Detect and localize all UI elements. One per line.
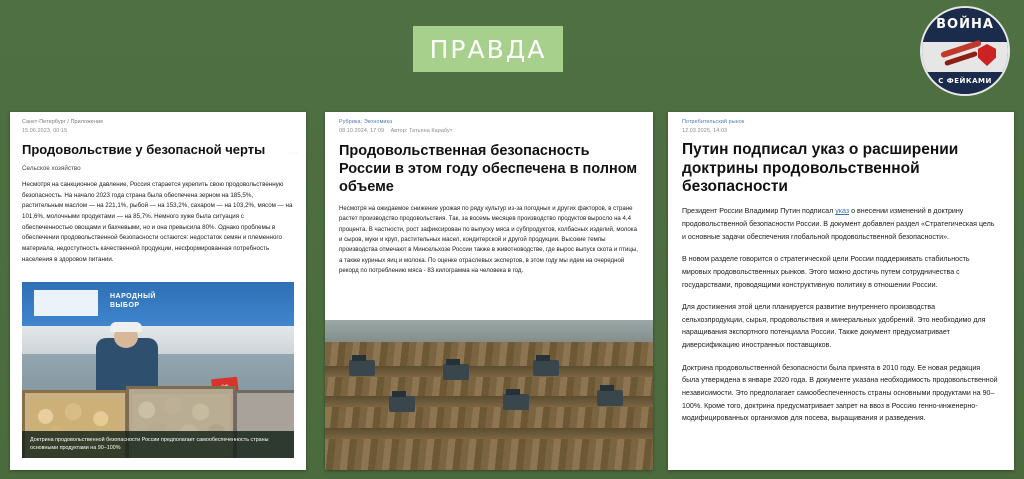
article-2-photo — [325, 320, 653, 470]
article-1-body — [10, 172, 306, 265]
article-1-source: Санкт-Петербург / Приложение — [22, 119, 104, 125]
decree-link[interactable]: указ — [835, 207, 850, 216]
article-2-meta — [325, 112, 653, 136]
article-1-photo — [22, 282, 294, 458]
article-card-3[interactable] — [668, 112, 1014, 470]
logo-subtitle: С ФЕЙКАМИ — [938, 77, 992, 85]
shelf-row — [22, 326, 294, 354]
store-banner-text: НАРОДНЫЙ ВЫБОР — [110, 293, 156, 310]
article-3-paragraph-2: В новом разделе говорится о стратегической цели России поддерживать стабильность мировых продовольственных рынков. Этого можно достичь путем сотрудничества с государствами, проводящими конструктивную политику в отношении России. — [682, 255, 970, 289]
article-1-date: 15.06.2023, 00:15 — [22, 127, 68, 134]
article-3-body — [668, 197, 1014, 424]
article-card-1[interactable] — [10, 112, 306, 470]
article-2-author: Автор: Татьяна Карабут — [390, 127, 453, 134]
pravda-badge-label: ПРАВДА — [429, 34, 547, 64]
article-3-paragraph-1: Президент России Владимир Путин подписал указ о внесении изменений в доктрину продовольственной безопасности России. В документ добавлен раздел «Стратегическая цель и основные задачи обеспечения глобальной продовольственной безопасности». — [682, 207, 995, 241]
article-1-paragraph: Несмотря на санкционное давление, Россия старается укрепить свою продовольственную безопасность. На начало 2023 года страна была обеспечена зерном на 185,5%, растительным маслом — на 221,1%, рыбой — на 153,2%, сахаром — на 103,2%, мясом — на 101,6%, молочными продуктами — на 85,7%. Немного хуже была ситуация с обеспеченностью овощами и бахчевыми, но и она превысила 80%. Однако проблемы в обеспечении продовольственной безопасности остаются: недостаток семян и племенного материала, недоступность качественной продукции, несформированная потребность населения в здоровом питании. — [22, 180, 293, 263]
article-2-rubric[interactable]: Рубрика: Экономика — [339, 119, 393, 125]
harvester-4 — [389, 396, 415, 412]
article-1-meta — [10, 112, 306, 136]
store-banner-logo — [34, 290, 98, 316]
article-2-body — [325, 196, 653, 277]
article-card-2[interactable] — [325, 112, 653, 470]
article-2-paragraph: Несмотря на ожидаемое снижение урожая по ряду культур из-за погодных и других факторов, в стране растет производство продовольствия. Так, за восемь месяцев производство продуктов выросло на 4,4 процента. В частности, рост зафиксирован по выпуску мяса и субпродуктов, колбасных изделий, молока и сыров, муки и круп, растительных масел, кондитерской и другой продукции. Высокие темпы производства отмечают в Минсельхозе России также в животноводстве, где вырос выпуск скота и птицы, а также куриных яиц и молока. По оценке отраслевых экспертов, в этом году мы идем на очередной рекорд по потреблению мяса - 83 килограмма на человека в год. — [339, 205, 638, 275]
article-3-date: 12.03.2025, 14:03 — [682, 127, 728, 134]
war-on-fakes-logo — [920, 6, 1010, 96]
article-3-paragraph-4: Доктрина продовольственной безопасности была принята в 2010 году. Ее новая редакция была утверждена в январе 2020 года. В документе указана необходимость продовольственной независимости. Это предполагает самообеспеченность страны основными продуктами на 90–100%. Кроме того, доктрина предусматривает запрет на ввоз в Россию генно-инженерно-модифицированных организмов для посева, выращивания и разведения. — [682, 363, 998, 423]
pravda-badge — [413, 26, 563, 72]
article-3-meta — [668, 112, 1014, 136]
more-options-icon[interactable]: ⋯ — [288, 148, 300, 159]
article-3-rubric[interactable]: Потребительский рынок — [682, 119, 745, 125]
article-3-headline[interactable]: Путин подписал указ о расширении доктрины продовольственной безопасности — [682, 140, 959, 196]
harvester-5 — [503, 394, 529, 410]
article-1-headline[interactable]: Продовольствие у безопасной черты — [22, 141, 266, 157]
article-1-photo-caption: Доктрина продовольственной безопасности России предполагает самообеспеченность страны основными продуктами на 90–100% — [22, 431, 294, 458]
harvester-3 — [533, 360, 559, 376]
article-3-paragraph-3: Для достижения этой цели планируется развитие внутреннего производства сельхозпродукции, сырья, продовольствия и минеральных удобрений. Это необходимо для наращивания экспортного потенциала России. Также документ предусматривает диверсификацию иностранных поставщиков. — [682, 303, 986, 349]
vendor-hat — [110, 322, 142, 332]
article-1-section: Сельское хозяйство — [22, 164, 81, 172]
article-2-headline[interactable]: Продовольственная безопасность России в этом году обеспечена в полном объеме — [339, 142, 638, 195]
field-strip-3 — [325, 428, 653, 439]
article-2-date: 08.10.2024, 17:09 — [339, 127, 385, 134]
harvester-6 — [597, 390, 623, 406]
harvester-2 — [443, 364, 469, 380]
article-2-date-author — [339, 128, 639, 136]
harvester-1 — [349, 360, 375, 376]
logo-title: ВОЙНА — [936, 17, 994, 32]
store-banner — [22, 282, 294, 326]
top-banner — [0, 0, 1024, 96]
